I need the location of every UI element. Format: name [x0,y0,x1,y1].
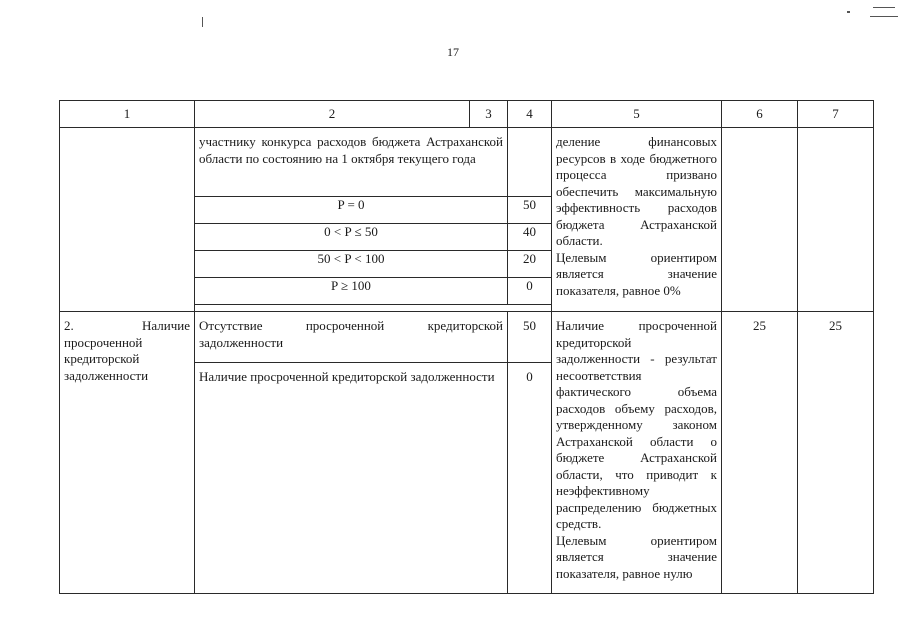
table-row [60,128,874,197]
score-cell: 0 [508,278,552,305]
score-cell: 0 [508,363,552,594]
score-cell [508,128,552,197]
spacer-cell [195,305,552,312]
comment-text: Наличие просроченной кредиторской задолженности - результат несоответствия фактического объема расходов объему расходов, утвержденному законом Астраханской области о бюджете Астраханской области, что приводит к неэффективному распределению бюджетных средств. [556,318,717,531]
condition-cell: P ≥ 100 [195,278,508,305]
target-text: Целевым ориентиром является значение показателя, равное 0% [556,249,717,298]
comment-cell [552,312,722,594]
condition-cell: Отсутствие просроченной кредиторской задолженности [195,312,508,363]
score-cell: 50 [508,312,552,363]
comment-text: деление финансовых ресурсов в ходе бюджетного процесса призвано обеспечить максимальную эффективность расходов бюджета Астраханской области. [556,134,717,248]
header-cell: 7 [798,101,874,128]
max-score-cell [798,128,874,312]
table-row [60,312,874,363]
header-cell: 1 [60,101,195,128]
indicator-cell [60,128,195,312]
header-cell: 5 [552,101,722,128]
header-cell: 2 [195,101,470,128]
header-cell: 6 [722,101,798,128]
indicators-table [59,100,874,594]
score-cell: 20 [508,251,552,278]
indicator-name: 2. Наличие просроченной кредиторской задолженности [60,312,195,594]
scan-mark [870,16,898,17]
scan-mark [873,7,895,8]
target-text: Целевым ориентиром является значение показателя, равное нулю [556,532,717,581]
score-cell: 50 [508,197,552,224]
page-number: 17 [447,45,459,59]
scan-mark [202,17,203,27]
max-score-cell: 25 [798,312,874,594]
scan-mark [847,11,850,13]
header-cell: 4 [508,101,552,128]
header-cell: 3 [470,101,508,128]
condition-cell: 50 < P < 100 [195,251,508,278]
weight-cell: 25 [722,312,798,594]
condition-cell: P = 0 [195,197,508,224]
indicator-description: участнику конкурса расходов бюджета Астраханской области по состоянию на 1 октября текущего года [195,128,508,197]
condition-cell: 0 < P ≤ 50 [195,224,508,251]
condition-cell: Наличие просроченной кредиторской задолженности [195,363,508,594]
header-row [60,101,874,128]
score-cell: 40 [508,224,552,251]
weight-cell [722,128,798,312]
comment-cell [552,128,722,312]
